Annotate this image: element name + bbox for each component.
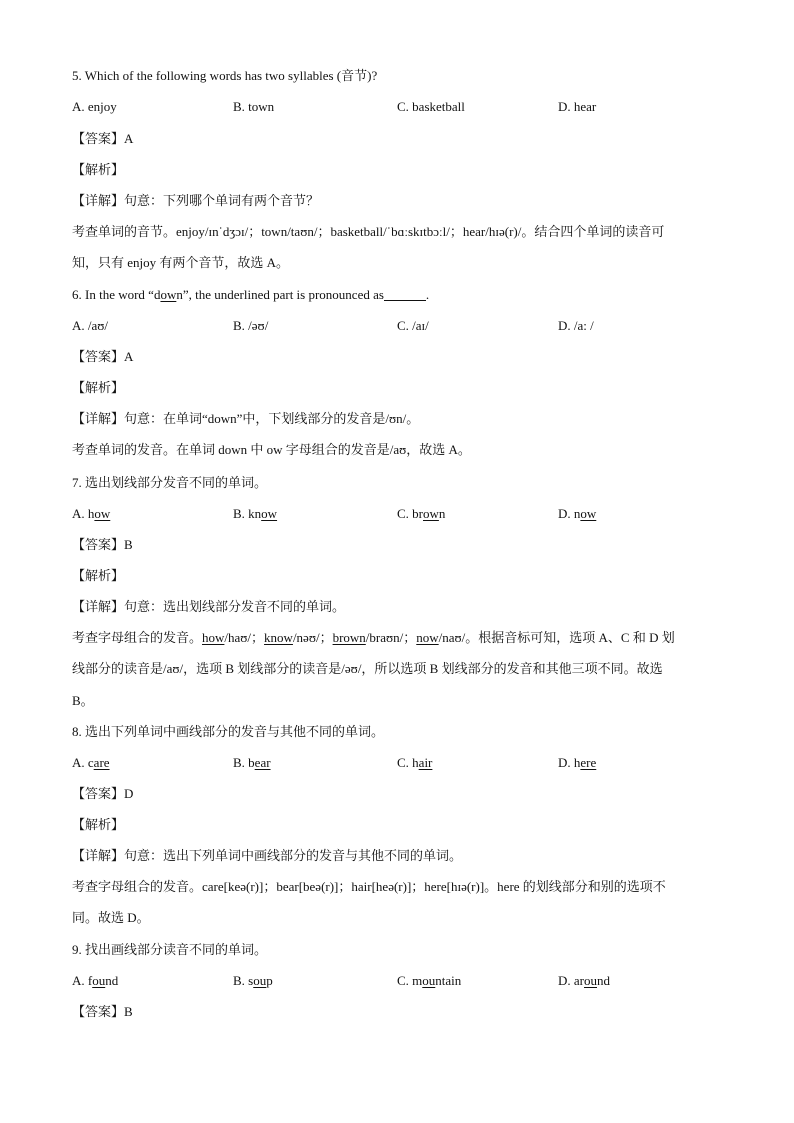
text-run: nd bbox=[105, 973, 119, 988]
text-run: 考查字母组合的发音。care[keə(r)]；bear[beə(r)]；hair[heə(r)]；here[hɪə(r)]。here 的划线部分和别的选项不 bbox=[72, 879, 666, 894]
text-run: 【详解】句意：选出划线部分发音不同的单词。 bbox=[72, 599, 346, 614]
text-run: 【详解】句意：下列哪个单词有两个音节？ bbox=[72, 193, 320, 208]
explanation-line bbox=[72, 254, 732, 272]
text-run: 考查单词的音节。enjoy/ɪnˈdʒɔɪ/；town/taʊn/；basketball/ˈbɑːskɪtbɔːl/；hear/hɪə(r)/。结合四个单词的读音可 bbox=[72, 224, 665, 239]
text-run: 【详解】句意：在单词“down”中，下划线部分的发音是/ʊn/。 bbox=[72, 411, 420, 426]
text-run: 8. 选出下列单词中画线部分的发音与其他不同的单词。 bbox=[72, 724, 385, 739]
underlined-text: now bbox=[416, 630, 439, 645]
text-run: C. br bbox=[397, 506, 423, 521]
question-stem bbox=[72, 474, 732, 492]
option-d bbox=[558, 98, 596, 116]
text-run: B. town bbox=[233, 99, 275, 114]
explanation-line bbox=[72, 441, 732, 459]
explanation-line bbox=[72, 223, 732, 241]
text-run: 线部分的读音是/aʊ/，选项 B 划线部分的读音是/əʊ/，所以选项 B 划线部分的发音和其他三项不同。故选 bbox=[72, 661, 663, 676]
text-run: D. h bbox=[558, 755, 581, 770]
text-run: A. h bbox=[72, 506, 95, 521]
option-b bbox=[233, 505, 277, 523]
answer-line: 【答案】D bbox=[72, 786, 134, 801]
option-d bbox=[558, 972, 610, 990]
underlined-text: ow bbox=[580, 506, 597, 521]
underlined-text: ou bbox=[253, 973, 267, 988]
text-run: D. n bbox=[558, 506, 581, 521]
text-run: p bbox=[266, 973, 273, 988]
explanation-line bbox=[72, 909, 732, 927]
option-c bbox=[397, 972, 461, 990]
text-run: D. hear bbox=[558, 99, 597, 114]
text-run: 6. In the word “d bbox=[72, 287, 161, 302]
text-run: 5. Which of the following words has two syllables (音节)? bbox=[72, 68, 378, 83]
text-run: D. /a: / bbox=[558, 318, 594, 333]
text-run: 【详解】句意：选出下列单词中画线部分的发音与其他不同的单词。 bbox=[72, 848, 463, 863]
option-b bbox=[233, 754, 271, 772]
option-b bbox=[233, 317, 268, 335]
text-run: 知，只有 enjoy 有两个音节，故选 A。 bbox=[72, 255, 290, 270]
text-run: /haʊ/； bbox=[224, 630, 265, 645]
question-stem bbox=[72, 67, 732, 85]
underlined-text: ou bbox=[92, 973, 106, 988]
text-run: D. ar bbox=[558, 973, 584, 988]
option-b bbox=[233, 972, 273, 990]
underlined-text: ow bbox=[261, 506, 278, 521]
option-a bbox=[72, 505, 110, 523]
option-d bbox=[558, 505, 596, 523]
answer-line: 【答案】A bbox=[72, 349, 134, 364]
option-c bbox=[397, 754, 432, 772]
option-c bbox=[397, 505, 445, 523]
text-run: nd bbox=[597, 973, 610, 988]
underlined-text: ou bbox=[584, 973, 597, 988]
option-c bbox=[397, 98, 465, 116]
underlined-text: ow bbox=[423, 506, 439, 521]
analysis-heading: 【解析】 bbox=[72, 162, 125, 177]
detail-line bbox=[72, 598, 732, 616]
text-run: A. f bbox=[72, 973, 93, 988]
text-run: C. basketball bbox=[397, 99, 465, 114]
option-d bbox=[558, 317, 594, 335]
underlined-text: ow bbox=[160, 287, 177, 302]
text-run: ntain bbox=[435, 973, 462, 988]
text-run: B. kn bbox=[233, 506, 262, 521]
underlined-text: ear bbox=[254, 755, 271, 770]
answer-blank bbox=[384, 288, 426, 301]
detail-line bbox=[72, 410, 732, 428]
question-stem bbox=[72, 941, 732, 959]
underlined-text: ow bbox=[94, 506, 111, 521]
text-run: B。 bbox=[72, 693, 94, 708]
text-run: B. b bbox=[233, 755, 255, 770]
analysis-heading: 【解析】 bbox=[72, 380, 125, 395]
text-run: /nəʊ/； bbox=[292, 630, 333, 645]
text-run: A. /aʊ/ bbox=[72, 318, 109, 333]
question-stem bbox=[72, 723, 732, 741]
text-run: C. h bbox=[397, 755, 419, 770]
explanation-line bbox=[72, 878, 732, 896]
option-d bbox=[558, 754, 596, 772]
underlined-text: ou bbox=[422, 973, 436, 988]
text-run: A. c bbox=[72, 755, 94, 770]
text-run: n”, the underlined part is pronounced as bbox=[176, 287, 384, 302]
question-stem bbox=[72, 286, 732, 304]
answer-line: 【答案】B bbox=[72, 1004, 133, 1019]
underlined-text: are bbox=[93, 755, 110, 770]
explanation-line bbox=[72, 660, 732, 678]
text-run: 7. 选出划线部分发音不同的单词。 bbox=[72, 475, 268, 490]
text-run: /braʊn/； bbox=[365, 630, 417, 645]
text-run: 同。故选 D。 bbox=[72, 910, 150, 925]
option-a bbox=[72, 754, 110, 772]
text-run: /naʊ/。根据音标可知，选项 A、C 和 D 划 bbox=[438, 630, 675, 645]
analysis-heading: 【解析】 bbox=[72, 568, 125, 583]
underlined-text: brown bbox=[332, 630, 366, 645]
text-run: 考查单词的发音。在单词 down 中 ow 字母组合的发音是/aʊ，故选 A。 bbox=[72, 442, 471, 457]
text-run: 9. 找出画线部分读音不同的单词。 bbox=[72, 942, 268, 957]
option-a bbox=[72, 98, 117, 116]
text-run: 考查字母组合的发音。 bbox=[72, 630, 203, 645]
explanation-line bbox=[72, 629, 732, 647]
analysis-heading: 【解析】 bbox=[72, 817, 125, 832]
text-run: B. /əʊ/ bbox=[233, 318, 269, 333]
underlined-text: how bbox=[202, 630, 225, 645]
underlined-text: know bbox=[264, 630, 293, 645]
answer-line: 【答案】B bbox=[72, 537, 133, 552]
answer-line: 【答案】A bbox=[72, 131, 134, 146]
text-run: . bbox=[425, 287, 430, 302]
option-a bbox=[72, 972, 118, 990]
option-c bbox=[397, 317, 429, 335]
detail-line bbox=[72, 192, 732, 210]
underlined-text: air bbox=[418, 755, 433, 770]
explanation-line bbox=[72, 692, 732, 710]
text-run: C. m bbox=[397, 973, 423, 988]
text-run: A. enjoy bbox=[72, 99, 117, 114]
text-run: n bbox=[438, 506, 446, 521]
detail-line bbox=[72, 847, 732, 865]
text-run: C. /aɪ/ bbox=[397, 318, 429, 333]
underlined-text: ere bbox=[580, 755, 597, 770]
option-a bbox=[72, 317, 108, 335]
option-b bbox=[233, 98, 274, 116]
text-run: B. s bbox=[233, 973, 254, 988]
